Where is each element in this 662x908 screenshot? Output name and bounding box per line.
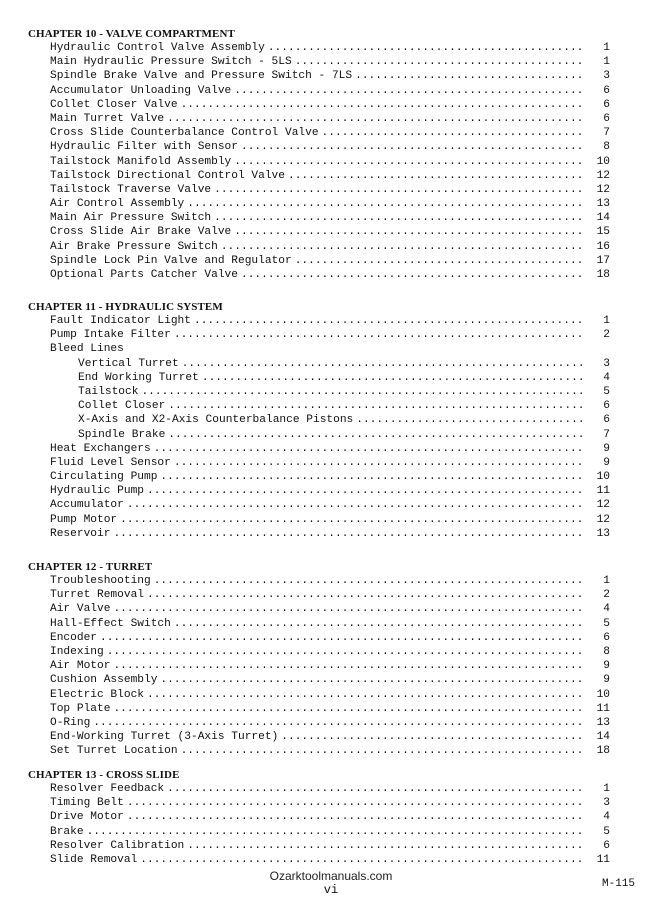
toc-entry-label: Spindle Brake Valve and Pressure Switch - 7LS [50, 70, 353, 83]
toc-entry [28, 853, 610, 867]
toc-entry-page: 9 [603, 660, 610, 673]
toc-entry-label: Hydraulic Control Valve Assembly [50, 42, 265, 54]
toc-entry-label: Indexing [50, 645, 104, 658]
toc-entry-page: 6 [603, 112, 610, 125]
toc-entry-page: 3 [603, 357, 610, 370]
toc-entry [28, 225, 610, 239]
toc-entry-label: Resolver Calibration [50, 839, 185, 852]
chapter-title: CHAPTER 13 - CROSS SLIDE [28, 769, 180, 781]
toc-entry-page: 8 [603, 141, 610, 154]
dot-leader [93, 716, 585, 730]
toc-entry-page: 1 [603, 56, 610, 69]
toc-entry-label: O-Ring [50, 716, 91, 729]
toc-entry-page: 17 [596, 254, 610, 267]
dot-leader [356, 413, 585, 427]
toc-list [28, 782, 618, 867]
toc-entry [28, 169, 610, 183]
toc-entry-label: Spindle Lock Pin Valve and Regulator [50, 254, 292, 267]
toc-entry-page: 10 [596, 688, 610, 701]
dot-leader [107, 645, 585, 659]
toc-entry-page: 18 [596, 745, 610, 758]
chapter-10 [28, 27, 618, 282]
toc-entry-page: 12 [596, 183, 610, 196]
toc-entry-label: Tailstock Directional Control Valve [50, 169, 285, 182]
dot-leader [168, 399, 585, 413]
toc-entry [28, 631, 610, 645]
dot-leader [167, 782, 585, 796]
toc-entry-page: 14 [596, 731, 610, 744]
chapter-title: CHAPTER 11 - HYDRAULIC SYSTEM [28, 301, 223, 313]
toc-list [28, 574, 618, 758]
dot-leader [221, 240, 585, 254]
toc-entry-label: End Working Turret [78, 371, 199, 384]
toc-entry-page: 13 [596, 198, 610, 211]
toc-entry [28, 782, 610, 796]
toc-entry-label: Main Hydraulic Pressure Switch - 5LS [50, 56, 292, 69]
toc-entry [28, 98, 610, 112]
toc-entry [28, 211, 610, 225]
toc-entry-label: Resolver Feedback [50, 783, 165, 795]
chapter-title: CHAPTER 12 - TURRET [28, 561, 153, 573]
toc-entry-page: 11 [596, 485, 610, 498]
dot-leader [194, 314, 585, 328]
dot-leader [174, 456, 585, 470]
toc-entry-label: Hydraulic Pump [50, 485, 144, 498]
toc-entry [28, 240, 610, 254]
dot-leader [168, 428, 585, 442]
toc-entry-page: 10 [596, 155, 610, 168]
toc-entry [28, 55, 610, 69]
toc-entry-label: Air Motor [50, 660, 111, 673]
footer-page-number: vi [323, 883, 339, 897]
dot-leader [281, 730, 585, 744]
toc-entry-page: 2 [603, 329, 610, 342]
toc-entry-label: Air Control Assembly [50, 198, 185, 211]
toc-entry [28, 470, 610, 484]
toc-entry [28, 702, 610, 716]
dot-leader [141, 385, 585, 399]
toc-entry [28, 588, 610, 602]
toc-entry-page: 11 [596, 702, 610, 715]
toc-entry-label: Spindle Brake [78, 428, 166, 441]
toc-entry-label: Fluid Level Sensor [50, 456, 171, 469]
toc-list [28, 314, 618, 541]
dot-leader [87, 825, 585, 839]
toc-entry-label: Slide Removal [50, 853, 138, 866]
dot-leader [181, 98, 585, 112]
toc-entry-label: Heat Exchangers [50, 442, 151, 455]
toc-entry [28, 825, 610, 839]
toc-entry-label: Main Air Pressure Switch [50, 212, 212, 225]
toc-entry-label: Main Turret Valve [50, 112, 165, 125]
toc-entry-label: Cross Slide Air Brake Valve [50, 226, 232, 239]
toc-entry-label: Encoder [50, 631, 97, 644]
toc-entry [28, 456, 610, 470]
toc-entry-page: 3 [603, 797, 610, 810]
toc-entry [28, 197, 610, 211]
toc-entry-label: Drive Motor [50, 811, 124, 824]
dot-leader [154, 574, 585, 588]
toc-entry-page: 6 [603, 631, 610, 644]
toc-entry-page: 1 [603, 315, 610, 327]
toc-entry-label: End-Working Turret (3-Axis Turret) [50, 731, 279, 744]
toc-entry-page: 18 [596, 269, 610, 281]
toc-entry [28, 314, 610, 328]
dot-leader [160, 470, 585, 484]
toc-entry-label: Reservoir [50, 527, 111, 540]
toc-entry-page: 5 [603, 617, 610, 630]
dot-leader [241, 140, 585, 154]
toc-entry-page: 12 [596, 499, 610, 512]
toc-entry [28, 602, 610, 616]
toc-entry-page: 8 [603, 645, 610, 658]
toc-entry-page: 6 [603, 98, 610, 111]
toc-entry-page: 1 [603, 783, 610, 795]
toc-entry [28, 796, 610, 810]
toc-entry-label: Air Brake Pressure Switch [50, 240, 218, 253]
toc-entry [28, 183, 610, 197]
chapter-11 [28, 300, 618, 541]
toc-entry [28, 84, 610, 98]
toc-entry [28, 155, 610, 169]
toc-entry-page: 1 [603, 42, 610, 54]
toc-entry-label: Tailstock Traverse Valve [50, 183, 212, 196]
dot-leader [234, 155, 585, 169]
toc-entry-page: 6 [603, 414, 610, 427]
dot-leader [234, 225, 585, 239]
toc-entry [28, 810, 610, 824]
toc-entry-page: 4 [603, 371, 610, 384]
toc-entry-label: X-Axis and X2-Axis Counterbalance Pistons [78, 414, 354, 427]
toc-entry-page: 6 [603, 84, 610, 97]
dot-leader [100, 631, 585, 645]
toc-entry [28, 673, 610, 687]
toc-entry-label: Top Plate [50, 702, 111, 715]
toc-entry-label: Optional Parts Catcher Valve [50, 269, 238, 281]
dot-leader [113, 702, 585, 716]
toc-list [28, 41, 618, 282]
chapter-13 [28, 768, 618, 867]
toc-entry-label: Bleed Lines [50, 343, 124, 356]
toc-entry [28, 41, 610, 55]
toc-entry [28, 839, 610, 853]
toc-entry-label: Pump Motor [50, 513, 118, 526]
dot-leader [160, 673, 585, 687]
dot-leader [322, 126, 585, 140]
toc-entry-label: Vertical Turret [78, 357, 179, 370]
toc-entry-label: Accumulator Unloading Valve [50, 84, 232, 97]
toc-entry [28, 385, 610, 399]
toc-entry-label: Pump Intake Filter [50, 329, 171, 342]
toc-entry [28, 688, 610, 702]
toc-entry-label: Hydraulic Filter with Sensor [50, 141, 238, 154]
toc-entry-label: Air Valve [50, 603, 111, 616]
toc-entry-page: 12 [596, 513, 610, 526]
toc-entry [28, 268, 610, 282]
toc-entry-label: Accumulator [50, 499, 124, 512]
toc-entry-label: Collet Closer Valve [50, 98, 178, 111]
chapter-12 [28, 560, 618, 758]
toc-entry-page: 16 [596, 240, 610, 253]
toc-entry-page: 13 [596, 716, 610, 729]
dot-leader [147, 484, 585, 498]
toc-entry-page: 6 [603, 839, 610, 852]
toc-entry-label: Tailstock Manifold Assembly [50, 155, 232, 168]
toc-entry [28, 617, 610, 631]
dot-leader [241, 268, 585, 282]
toc-entry-label: Tailstock [78, 385, 139, 398]
dot-leader [288, 169, 585, 183]
toc-entry-page: 4 [603, 811, 610, 824]
dot-leader [140, 853, 585, 867]
toc-entry-page: 14 [596, 212, 610, 225]
toc-entry [28, 342, 610, 356]
toc-entry [28, 744, 610, 758]
dot-leader [113, 602, 585, 616]
dot-leader [234, 84, 585, 98]
dot-leader [295, 55, 585, 69]
toc-entry-page: 10 [596, 471, 610, 484]
toc-entry [28, 357, 610, 371]
toc-entry [28, 69, 610, 83]
toc-entry [28, 442, 610, 456]
toc-entry-page: 7 [603, 127, 610, 140]
toc-entry [28, 328, 610, 342]
toc-entry-page: 5 [603, 385, 610, 398]
toc-entry [28, 484, 610, 498]
dot-leader [355, 69, 585, 83]
toc-entry [28, 428, 610, 442]
dot-leader [295, 254, 585, 268]
toc-entry-page: 1 [603, 575, 610, 587]
toc-entry [28, 254, 610, 268]
toc-entry-page: 11 [596, 853, 610, 866]
toc-entry-label: Fault Indicator Light [50, 315, 191, 327]
dot-leader [113, 527, 585, 541]
dot-leader [127, 796, 585, 810]
toc-entry [28, 659, 610, 673]
toc-entry-label: Brake [50, 825, 84, 838]
dot-leader [174, 617, 585, 631]
dot-leader [120, 513, 585, 527]
dot-leader [167, 112, 585, 126]
toc-entry-page: 15 [596, 226, 610, 239]
toc-entry [28, 527, 610, 541]
toc-entry-page: 12 [596, 169, 610, 182]
footer-document-id: M-115 [602, 878, 636, 890]
toc-entry-label: Cross Slide Counterbalance Control Valve [50, 127, 319, 140]
footer-site-watermark: Ozarktoolmanuals.com [269, 869, 393, 883]
toc-entry [28, 645, 610, 659]
toc-entry-page: 5 [603, 825, 610, 838]
toc-entry-page: 7 [603, 428, 610, 441]
toc-entry-page: 9 [603, 442, 610, 455]
dot-leader [127, 810, 585, 824]
dot-leader [187, 197, 585, 211]
toc-entry-page: 2 [603, 589, 610, 602]
toc-entry-label: Turret Removal [50, 589, 144, 602]
dot-leader [113, 659, 585, 673]
toc-entry [28, 513, 610, 527]
toc-entry-page: 9 [603, 674, 610, 687]
toc-entry-page: 13 [596, 527, 610, 540]
toc-entry-label: Troubleshooting [50, 575, 151, 587]
dot-leader [147, 688, 585, 702]
dot-leader [214, 183, 585, 197]
toc-entry [28, 126, 610, 140]
toc-entry [28, 730, 610, 744]
toc-entry-page: 3 [603, 70, 610, 83]
toc-entry-page: 9 [603, 456, 610, 469]
dot-leader [127, 498, 585, 512]
toc-entry [28, 413, 610, 427]
toc-entry [28, 371, 610, 385]
toc-entry-label: Hall-Effect Switch [50, 617, 171, 630]
toc-entry-page: 4 [603, 603, 610, 616]
dot-leader [174, 328, 585, 342]
chapter-title: CHAPTER 10 - VALVE COMPARTMENT [28, 28, 235, 40]
dot-leader [154, 442, 585, 456]
toc-entry-label: Electric Block [50, 688, 144, 701]
toc-entry [28, 498, 610, 512]
toc-entry-label: Timing Belt [50, 797, 124, 810]
toc-entry [28, 574, 610, 588]
toc-entry [28, 140, 610, 154]
toc-entry [28, 399, 610, 413]
dot-leader [181, 744, 585, 758]
dot-leader [268, 41, 585, 55]
dot-leader [214, 211, 585, 225]
dot-leader [187, 839, 585, 853]
toc-entry [28, 112, 610, 126]
toc-entry-label: Set Turret Location [50, 745, 178, 758]
dot-leader [147, 588, 585, 602]
toc-entry-label: Collet Closer [78, 400, 166, 413]
toc-entry [28, 716, 610, 730]
toc-entry-label: Cushion Assembly [50, 674, 158, 687]
toc-entry-label: Circulating Pump [50, 471, 158, 484]
dot-leader [202, 371, 585, 385]
toc-entry-page: 6 [603, 400, 610, 413]
dot-leader [182, 357, 585, 371]
